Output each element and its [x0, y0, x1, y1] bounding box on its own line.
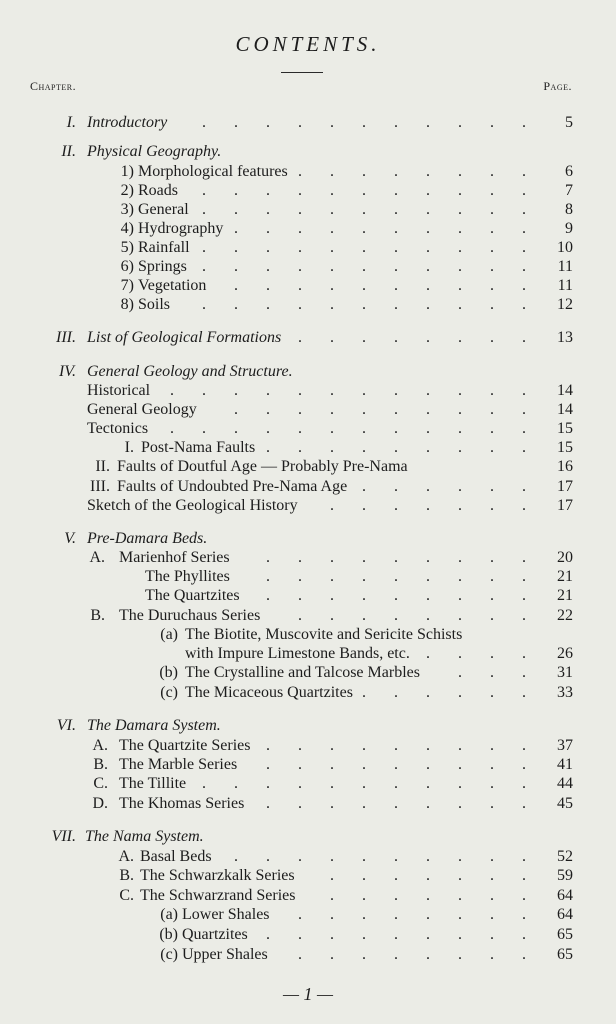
toc-entry-page: 21	[557, 587, 573, 604]
toc-entry-page: 21	[557, 568, 573, 585]
toc-entry-number: 7)	[120, 277, 134, 294]
toc-entry-title: Introductory	[87, 114, 168, 131]
toc-entry	[0, 548, 616, 568]
dot-leader: . . . . . .	[362, 684, 526, 701]
toc-entry-title: Springs	[138, 258, 187, 275]
toc-entry-number: D.	[92, 795, 108, 812]
dot-leader: . . . . . . . . .	[266, 756, 526, 773]
toc-entry	[0, 142, 616, 162]
toc-entry-title: The Phyllites	[145, 568, 230, 585]
toc-entry-number: V.	[64, 530, 76, 547]
toc-entry-number: III.	[56, 329, 76, 346]
chapter-column-header: Chapter.	[30, 79, 77, 93]
toc-entry-page: 52	[557, 848, 573, 865]
toc-entry	[0, 162, 616, 182]
toc-entry-title: Faults of Doutful Age — Probably Pre-Nama	[117, 458, 408, 475]
toc-entry-number: C.	[119, 887, 134, 904]
toc-entry	[0, 945, 616, 965]
dot-leader: . . . . . . . . . . .	[202, 239, 526, 256]
toc-entry-title: Basal Beds	[140, 848, 212, 865]
toc-entry	[0, 644, 616, 664]
toc-entry-page: 64	[557, 887, 573, 904]
toc-entry-number: 5)	[120, 239, 134, 256]
dot-leader: . . . . . . .	[330, 497, 526, 514]
toc-entry	[0, 496, 616, 516]
toc-entry-title: The Schwarzkalk Series	[140, 867, 295, 884]
dot-leader: . . . . . . . . . .	[234, 401, 526, 418]
toc-entry-number: B.	[90, 607, 105, 624]
dot-leader: . . . . . . . . .	[266, 568, 526, 585]
dot-leader: . . . . . . . . . .	[234, 277, 526, 294]
toc-entry-title: The Quartzite Series	[119, 737, 251, 754]
toc-entry	[0, 925, 616, 945]
toc-entry	[0, 736, 616, 756]
toc-entry-title: The Quartzites	[145, 587, 240, 604]
toc-entry	[0, 295, 616, 315]
toc-entry-title: General	[138, 201, 189, 218]
toc-entry-number: 8)	[120, 296, 134, 313]
toc-entry-page: 7	[565, 182, 573, 199]
dot-leader: . . . . . . . . . . .	[202, 201, 526, 218]
toc-entry	[0, 276, 616, 296]
dot-leader: . . . . . .	[362, 478, 526, 495]
toc-entry-title: The Crystalline and Talcose Marbles	[185, 664, 420, 681]
toc-entry-title: Pre-Damara Beds.	[87, 530, 208, 547]
toc-entry-number: II.	[61, 143, 76, 160]
toc-entry-number: (c)	[160, 684, 178, 701]
toc-entry	[0, 328, 616, 348]
toc-entry	[0, 683, 616, 703]
toc-entry-title: The Duruchaus Series	[119, 607, 261, 624]
toc-entry-number: A.	[89, 549, 105, 566]
dot-leader: . . . . . . . . . . .	[202, 182, 526, 199]
toc-entry-title: Physical Geography.	[87, 143, 222, 160]
dot-leader: . . . . . . . . . . . .	[170, 382, 526, 399]
toc-entry-title: Rainfall	[138, 239, 190, 256]
dot-leader: . . . . . . . . . .	[234, 848, 526, 865]
toc-entry-number: (a)	[160, 626, 178, 643]
toc-entry-number: (b)	[159, 926, 178, 943]
dot-leader: . . . . . . . .	[298, 163, 526, 180]
dot-leader: . . . . . . . . .	[266, 926, 526, 943]
toc-entry-page: 6	[565, 163, 573, 180]
toc-entry-page: 41	[557, 756, 573, 773]
toc-entry-number: III.	[90, 478, 110, 495]
toc-entry-title: The Nama System.	[85, 828, 204, 845]
toc-entry-page: 12	[557, 296, 573, 313]
toc-entry-title: with Impure Limestone Bands, etc.	[185, 645, 410, 662]
toc-entry-page: 15	[557, 420, 573, 437]
dot-leader: . . . . . . . . . . .	[202, 258, 526, 275]
toc-entry	[0, 477, 616, 497]
toc-entry-page: 33	[557, 684, 573, 701]
toc-entry-number: II.	[95, 458, 110, 475]
toc-entry-page: 10	[557, 239, 573, 256]
page-column-header: Page.	[543, 79, 572, 93]
toc-entry-page: 15	[557, 439, 573, 456]
toc-entry-number: (b)	[159, 664, 178, 681]
toc-entry-title: Tectonics	[87, 420, 149, 437]
toc-entry-page: 8	[565, 201, 573, 218]
toc-entry	[0, 774, 616, 794]
toc-entry	[0, 847, 616, 867]
toc-entry	[0, 827, 616, 847]
toc-entry-page: 17	[557, 478, 573, 495]
toc-entry-number: 2)	[120, 182, 134, 199]
toc-entry-number: 4)	[120, 220, 134, 237]
toc-entry-title: The Damara System.	[87, 717, 221, 734]
toc-entry-title: General Geology and Structure.	[87, 363, 293, 380]
toc-entry	[0, 905, 616, 925]
toc-entry	[0, 400, 616, 420]
toc-entry-title: Soils	[138, 296, 171, 313]
page-number-footer: — 1 —	[282, 984, 333, 1004]
toc-entry-number: C.	[93, 775, 108, 792]
toc-entry	[0, 181, 616, 201]
toc-entry	[0, 625, 616, 645]
dot-leader: . . . . . . . . . . .	[202, 775, 526, 792]
toc-entry	[0, 755, 616, 775]
toc-entry-page: 44	[557, 775, 573, 792]
toc-entry	[0, 362, 616, 382]
toc-entry	[0, 716, 616, 736]
toc-entry-title: Lower Shales	[182, 906, 270, 923]
toc-entry-number: I.	[124, 439, 134, 456]
toc-entry-page: 37	[557, 737, 573, 754]
toc-entry-number: 1)	[120, 163, 134, 180]
toc-entry-title: Marienhof Series	[119, 549, 230, 566]
dot-leader: . . . . . . . . . . .	[202, 296, 526, 313]
dot-leader: . . . . . . .	[330, 887, 526, 904]
toc-entry	[0, 586, 616, 606]
toc-entry	[0, 257, 616, 277]
dot-leader: . . . . . . . .	[298, 946, 526, 963]
toc-entry-page: 17	[557, 497, 573, 514]
dot-leader: . . . . . . . .	[298, 607, 526, 624]
toc-entry-page: 9	[565, 220, 573, 237]
toc-entry-title: Post-Nama Faults	[141, 439, 256, 456]
toc-entry	[0, 567, 616, 587]
toc-entry	[0, 866, 616, 886]
toc-entry-title: Vegetation	[138, 277, 207, 294]
toc-entry-title: The Schwarzrand Series	[140, 887, 296, 904]
toc-entry-page: 65	[557, 926, 573, 943]
toc-entry-number: 6)	[120, 258, 134, 275]
toc-entry-page: 11	[557, 277, 573, 294]
toc-entry	[0, 606, 616, 626]
toc-entry	[0, 794, 616, 814]
dot-leader: . . . . . . . . .	[266, 587, 526, 604]
toc-entry	[0, 200, 616, 220]
toc-entry-page: 5	[565, 114, 573, 131]
toc-entry-number: A.	[92, 737, 108, 754]
toc-entry-title: List of Geological Formations	[87, 329, 282, 346]
toc-entry-page: 31	[557, 664, 573, 681]
toc-entry-title: The Khomas Series	[119, 795, 245, 812]
toc-entry-number: (c)	[160, 946, 178, 963]
toc-entry	[0, 663, 616, 683]
dot-leader: . . . . . . . .	[298, 906, 526, 923]
toc-entry-number: B.	[93, 756, 108, 773]
toc-entry-title: The Micaceous Quartzites	[185, 684, 353, 701]
dot-leader: . . . . . . . . .	[266, 795, 526, 812]
dot-leader: . . . . . . . . .	[266, 549, 526, 566]
toc-entry-number: VII.	[51, 828, 76, 845]
toc-entry	[0, 438, 616, 458]
toc-entry-page: 45	[557, 795, 573, 812]
toc-entry-number: 3)	[120, 201, 134, 218]
toc-entry-number: I.	[66, 114, 76, 131]
toc-entry-title: The Marble Series	[119, 756, 238, 773]
toc-entry	[0, 419, 616, 439]
toc-entry	[0, 381, 616, 401]
toc-entry-title: Quartzites	[182, 926, 248, 943]
page-title: CONTENTS.	[235, 32, 381, 56]
dot-leader: . . . . . . . .	[298, 329, 526, 346]
toc-entry-title: Historical	[87, 382, 151, 399]
toc-entry	[0, 886, 616, 906]
toc-entry-page: 20	[557, 549, 573, 566]
toc-entry-page: 14	[557, 401, 573, 418]
toc-entry	[0, 529, 616, 549]
dot-leader: . . . . . . . . . .	[234, 220, 526, 237]
toc-entry-title: Hydrography	[138, 220, 224, 237]
toc-entry-title: The Tillite	[119, 775, 187, 792]
toc-entry-title: Upper Shales	[182, 946, 268, 963]
toc-entry-page: 16	[557, 458, 573, 475]
toc-entry-title: General Geology	[87, 401, 197, 418]
dot-leader: . . .	[458, 664, 526, 681]
toc-entry-page: 11	[557, 258, 573, 275]
toc-entry-title: Roads	[138, 182, 178, 199]
toc-entry	[0, 219, 616, 239]
toc-entry-number: A.	[118, 848, 134, 865]
toc-entry-title: Morphological features	[138, 163, 288, 180]
toc-entry-page: 22	[557, 607, 573, 624]
toc-entry-page: 14	[557, 382, 573, 399]
dot-leader: . . . . . . . . . . . .	[170, 420, 526, 437]
toc-entry-page: 65	[557, 946, 573, 963]
dot-leader: . . . .	[426, 645, 526, 662]
toc-entry-page: 59	[557, 867, 573, 884]
dot-leader: . . . . . . .	[330, 867, 526, 884]
toc-entry	[0, 457, 616, 477]
dot-leader: . . . . . . . . .	[266, 439, 526, 456]
toc-entry-number: IV.	[58, 363, 76, 380]
title-rule	[281, 72, 323, 73]
dot-leader: . . . . . . . . .	[266, 737, 526, 754]
toc-entry-title: The Biotite, Muscovite and Sericite Schists	[185, 626, 463, 643]
toc-entry-number: B.	[119, 867, 134, 884]
toc-entry-page: 26	[557, 645, 573, 662]
toc-entry-page: 64	[557, 906, 573, 923]
toc-entry-number: (a)	[160, 906, 178, 923]
dot-leader: . . . . . . . . . . .	[202, 114, 526, 131]
toc-entry	[0, 113, 616, 133]
toc-entry-title: Sketch of the Geological History	[87, 497, 298, 514]
toc-entry-number: VI.	[56, 717, 76, 734]
toc-entry	[0, 238, 616, 258]
toc-entry-page: 13	[557, 329, 573, 346]
toc-entry-title: Faults of Undoubted Pre-Nama Age	[117, 478, 348, 495]
